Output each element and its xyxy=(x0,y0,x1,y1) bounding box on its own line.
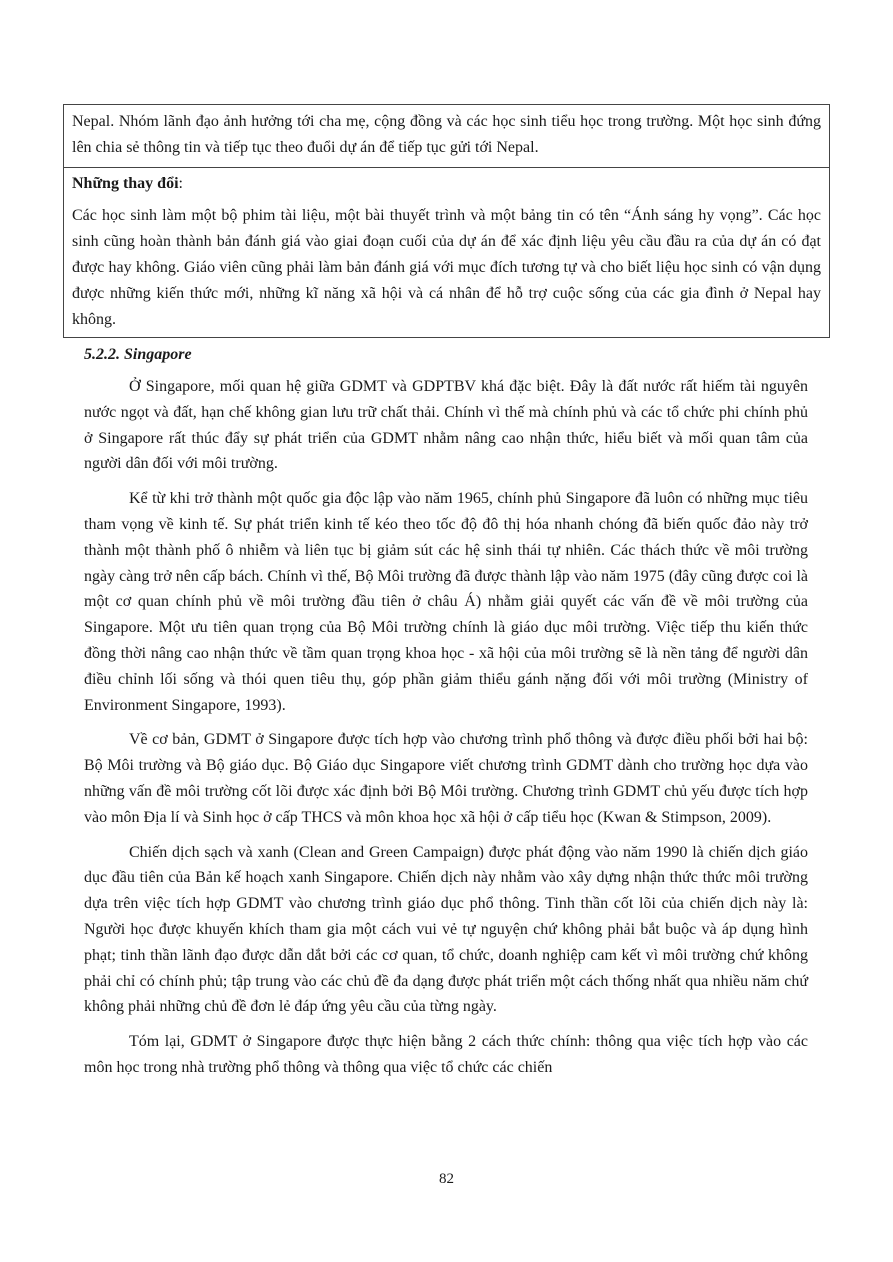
body-paragraph-4: Chiến dịch sạch và xanh (Clean and Green Campaign) được phát động vào năm 1990 là chiến dịch giáo dục đầu tiên của Bản kế hoạch xanh Singapore. Chiến dịch này nhằm vào xây dựng nhận thức thức môi trường dựa trên việc tích hợp GDMT vào chương trình giáo dục phổ thông. Tinh thần cốt lõi của chiến dịch này là: Người học được khuyến khích tham gia một cách vui vẻ tự nguyện chứ không phải bắt buộc và áp dụng hình phạt; tinh thần lãnh đạo được dẫn dắt bởi các cơ quan, tổ chức, doanh nghiệp cam kết vì môi trường chứ không phải chỉ có chính phủ; tập trung vào các chủ đề đa dạng được phát triển một cách thống nhất qua nhiều năm chứ không phải những chủ đề đơn lẻ đáp ứng yêu cầu của từng ngày. xyxy=(84,843,808,1016)
box-continued-text: Nepal. Nhóm lãnh đạo ảnh hưởng tới cha mẹ, cộng đồng và các học sinh tiểu học trong trường. Một học sinh đứng lên chia sẻ thông tin và tiếp tục theo đuổi dự án để tiếp tục gửi tới Nepal. xyxy=(64,105,829,168)
case-study-box xyxy=(63,104,830,338)
changes-paragraph: Các học sinh làm một bộ phim tài liệu, một bài thuyết trình và một bảng tin có tên “Ánh sáng hy vọng”. Các học sinh cũng hoàn thành bản đánh giá vào giai đoạn cuối của dự án để xác định liệu yêu cầu đầu ra của dự án có đạt được hay không. Giáo viên cũng phải làm bản đánh giá với mục đích tương tự và cho biết liệu học sinh có vận dụng được những kiến thức mới, những kĩ năng xã hội và cá nhân để hỗ trợ cuộc sống của các gia đình ở Nepal hay không. xyxy=(72,207,821,328)
changes-heading-label: Những thay đổi xyxy=(72,175,179,192)
section-title: 5.2.2. Singapore xyxy=(84,346,192,363)
changes-heading-colon: : xyxy=(178,175,183,192)
box-changes-section xyxy=(64,168,829,337)
body-paragraph-2: Kể từ khi trở thành một quốc gia độc lập vào năm 1965, chính phủ Singapore đã luôn có những mục tiêu tham vọng về kinh tế. Sự phát triển kinh tế kéo theo tốc độ đô thị hóa nhanh chóng đã biến quốc đảo này trở thành một thành phố ô nhiễm và liên tục bị giảm sút các hệ sinh thái tự nhiên. Các thách thức về môi trường ngày càng trở nên cấp bách. Chính vì thế, Bộ Môi trường đã được thành lập vào năm 1975 (đây cũng được coi là một cơ quan chính phủ về môi trường đầu tiên ở châu Á) nhằm giải quyết các vấn đề về môi trường của Singapore. Một ưu tiên quan trọng của Bộ Môi trường chính là giáo dục môi trường. Việc tiếp thu kiến thức đồng thời nâng cao nhận thức về tầm quan trọng khoa học - xã hội của môi trường sẽ là nền tảng để người dân điều chỉnh lối sống và thói quen tiêu thụ, góp phần giảm thiểu gánh nặng đối với môi trường (Ministry of Environment Singapore, 1993). xyxy=(84,490,808,714)
body-paragraph-3: Về cơ bản, GDMT ở Singapore được tích hợp vào chương trình phổ thông và được điều phối bởi hai bộ: Bộ Môi trường và Bộ giáo dục. Bộ Giáo dục Singapore viết chương trình GDMT dành cho trường học dựa vào những vấn đề môi trường cốt lõi được xác định bởi Bộ Môi trường. Chương trình GDMT chủ yếu được tích hợp vào môn Địa lí và Sinh học ở cấp THCS và môn khoa học xã hội ở cấp tiểu học (Kwan & Stimpson, 2009). xyxy=(84,731,808,826)
body-paragraph-1: Ở Singapore, mối quan hệ giữa GDMT và GDPTBV khá đặc biệt. Đây là đất nước rất hiếm tài nguyên nước ngọt và đất, hạn chế không gian lưu trữ chất thải. Chính vì thế mà chính phủ và các tổ chức phi chính phủ ở Singapore rất thúc đẩy sự phát triển của GDMT nhằm nâng cao nhận thức, hiểu biết và mối quan tâm của người dân đối với môi trường. xyxy=(84,378,808,473)
changes-heading xyxy=(72,171,821,197)
body-paragraph-5: Tóm lại, GDMT ở Singapore được thực hiện bằng 2 cách thức chính: thông qua việc tích hợp vào các môn học trong nhà trường phổ thông và thông qua việc tổ chức các chiến xyxy=(84,1033,808,1076)
page-number: 82 xyxy=(439,1171,454,1187)
section-body xyxy=(84,374,808,1090)
